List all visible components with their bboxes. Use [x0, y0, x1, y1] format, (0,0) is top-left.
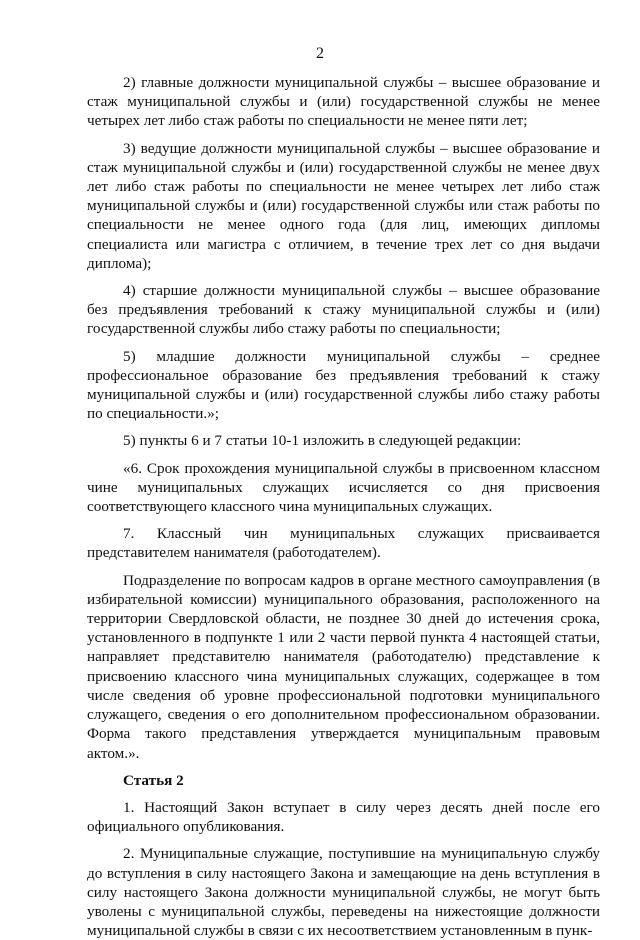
- page-number: 2: [316, 45, 324, 62]
- paragraph-article-2-item-2: 2. Муниципальные служащие, поступившие на муниципальную службу до вступления в силу настоящего Закона и замещающие на день вступления в силу настоящего Закона должности муниципальной службы, не могут быть уволены с муниципальной службы, переведены на нижестоящие должности муниципальной службы в связи с их несоответствием установленным в пунк-: [87, 845, 600, 940]
- paragraph-hr-department: Подразделение по вопросам кадров в органе местного самоуправления (в избирательной комиссии) муниципального образования, расположенного на территории Свердловской области, не позднее 30 дней до истечения срока, установленного в подпункте 1 или 2 части первой пункта 4 настоящей статьи, направляет представителю нанимателя (работодателю) представление к присвоению классного чина муниципальных служащих, содержащее в том числе сведения об уровне профессиональной подготовки муниципального служащего, сведения о его дополнительном профессиональном образовании. Форма такого представления утверждается муниципальным правовым актом.».: [87, 571, 600, 762]
- paragraph-amendment-intro: 5) пункты 6 и 7 статьи 10-1 изложить в следующей редакции:: [123, 432, 522, 450]
- document-body: [87, 73, 600, 940]
- paragraph-junior-positions: 5) младшие должности муниципальной службы – среднее профессиональное образование без предъявления требований к стажу муниципальной службы и (или) государственной службы либо стажу работы по специальности.»;: [87, 347, 600, 423]
- paragraph-clause-7: 7. Классный чин муниципальных служащих присваивается представителем нанимателя (работодателем).: [87, 525, 600, 562]
- paragraph-main-positions: 2) главные должности муниципальной службы – высшее образование и стаж муниципальной службы и (или) государственной службы не менее четырех лет либо стаж работы по специальности не менее пяти лет;: [87, 74, 600, 130]
- article-heading: Статья 2: [123, 771, 184, 789]
- paragraph-clause-6: «6. Срок прохождения муниципальной службы в присвоенном классном чине муниципальных служащих исчисляется со дня присвоения соответствующего классного чина муниципальных служащих.: [87, 459, 600, 516]
- paragraph-leading-positions: 3) ведущие должности муниципальной службы – высшее образование и стаж муниципальной службы и (или) государственной службы не менее двух лет либо стаж работы по специальности не менее четырех лет либо стаж муниципальной службы и (или) государственной службы или стаж работы по специальности не менее одного года (для лиц, имеющих дипломы специалиста или магистра с отличием, в течение трех лет со дня выдачи диплома);: [87, 139, 600, 272]
- paragraph-senior-positions: 4) старшие должности муниципальной службы – высшее образование без предъявления требований к стажу муниципальной службы и (или) государственной службы либо стажу работы по специальности;: [87, 282, 600, 338]
- paragraph-article-2-item-1: 1. Настоящий Закон вступает в силу через десять дней после его официального опубликования.: [87, 798, 600, 836]
